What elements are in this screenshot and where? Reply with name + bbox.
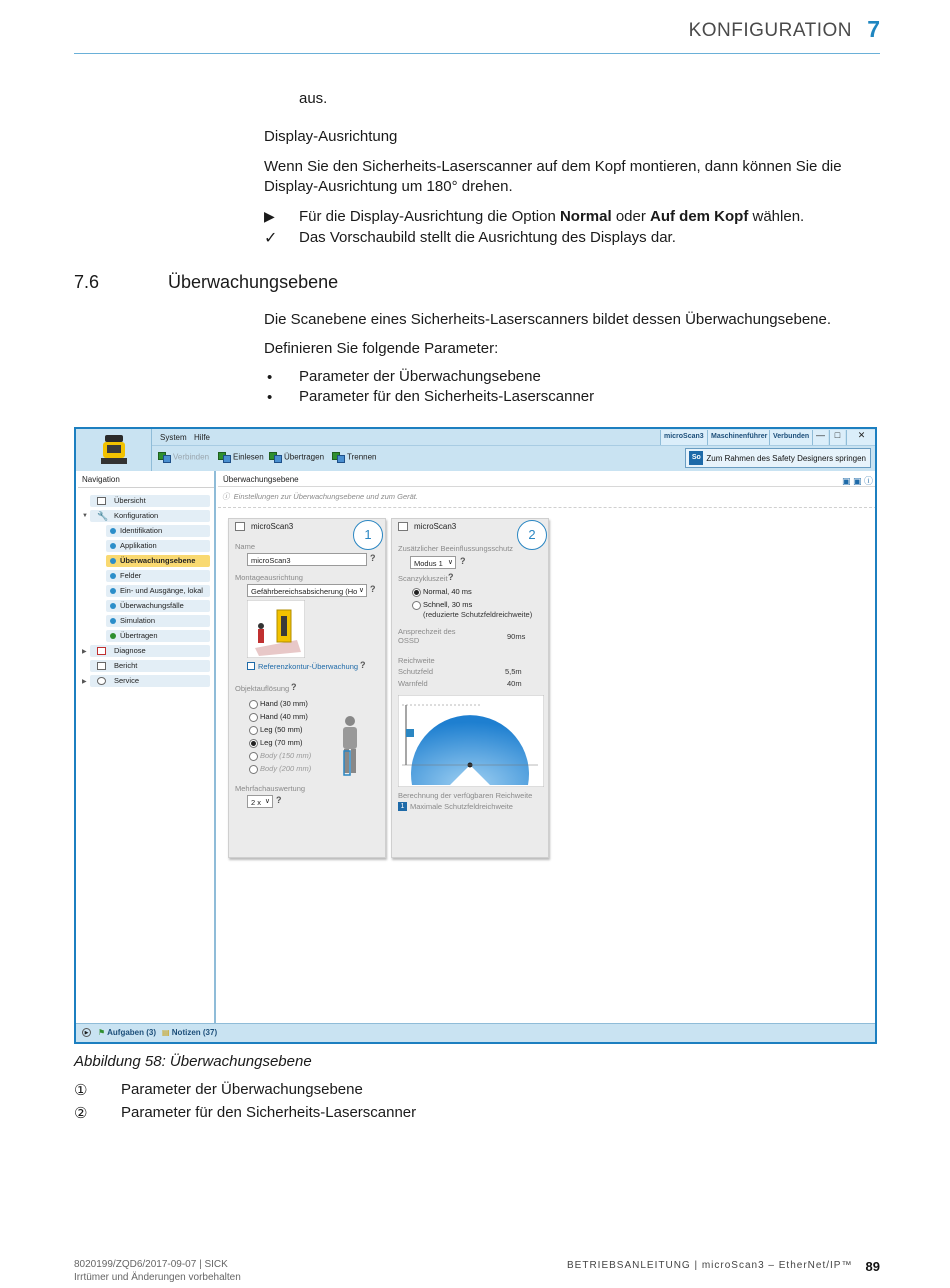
help-icon[interactable]: ? [460, 556, 466, 566]
connect-button[interactable] [158, 452, 209, 463]
scanner-device-icon [76, 429, 152, 471]
fast-note: (reduzierte Schutzfeldreichweite) [423, 610, 533, 619]
tasks-tab[interactable] [98, 1028, 156, 1037]
tasks-label: Aufgaben (3) [107, 1028, 156, 1037]
legend-text: Parameter für den Sicherheits-Laserscanner [121, 1104, 417, 1121]
content-divider [218, 486, 877, 487]
nav-label: Ein- und Ausgänge, lokal [120, 586, 203, 595]
nav-simulation[interactable] [106, 615, 210, 627]
report-icon [97, 662, 106, 670]
bullet-item: Parameter der Überwachungsebene [299, 368, 541, 385]
user-level-tab[interactable]: Maschinenführer [707, 430, 770, 445]
warning-field-label: Warnfeld [398, 679, 428, 688]
read-icon [218, 452, 231, 463]
bullet-dot: • [267, 369, 273, 386]
step-icon [110, 573, 116, 579]
nav-label: Übersicht [114, 496, 146, 505]
radio-leg-70[interactable]: Leg (70 mm) [249, 738, 303, 747]
figure-caption: Abbildung 58: Überwachungsebene [74, 1053, 312, 1070]
nav-label: Applikation [120, 541, 157, 550]
safety-designer-icon: So [689, 451, 703, 465]
nav-label: Felder [120, 571, 142, 580]
max-range-icon: 1 [398, 802, 407, 811]
panel-monitoring-plane [228, 518, 386, 858]
option-upside-down: Auf dem Kopf [650, 208, 749, 225]
paragraph: Definieren Sie folgende Parameter: [264, 340, 499, 357]
jump-to-safety-designer-button[interactable] [685, 448, 871, 468]
notes-label: Notizen (37) [171, 1028, 218, 1037]
protective-field-value: 5,5m [505, 667, 522, 676]
device-icon [398, 522, 408, 531]
content-info [222, 491, 418, 502]
note-icon: ▤ [162, 1028, 172, 1037]
radio-hand-40[interactable]: Hand (40 mm) [249, 712, 308, 721]
nav-label: Konfiguration [114, 511, 159, 520]
expand-icon[interactable]: ▶ [82, 1028, 91, 1037]
option-normal: Normal [559, 208, 612, 225]
nav-transfer[interactable] [106, 630, 210, 642]
nav-report[interactable] [90, 660, 210, 672]
nav-service[interactable] [90, 675, 210, 687]
step-text: Für die Display-Ausrichtung die Option [299, 208, 560, 225]
interference-select[interactable]: Modus 1 ∨ [410, 556, 456, 569]
running-header-chapter: 7 [867, 16, 880, 42]
transfer-icon [269, 452, 282, 463]
range-calc-label: Berechnung der verfügbaren Reichweite [398, 791, 533, 800]
connection-status-tab: Verbunden [769, 430, 812, 445]
callout-badge: 2 [517, 520, 547, 550]
help-icon[interactable]: ? [448, 572, 454, 582]
status-bar [76, 1023, 877, 1042]
subheading: Display-Ausrichtung [264, 128, 398, 145]
transfer-button[interactable] [269, 452, 324, 463]
help-icons[interactable]: ▣ ▣ ⓘ [841, 476, 873, 486]
close-icon[interactable]: ✕ [846, 430, 876, 445]
bullet-item: Parameter für den Sicherheits-Laserscanner [299, 388, 595, 405]
navigation-title: Navigation [82, 475, 120, 484]
step-icon [110, 528, 116, 534]
nav-label: Überwachungsfälle [120, 601, 184, 610]
info-text: Einstellungen zur Überwachungsebene und zum Gerät. [233, 492, 418, 501]
step-icon [110, 543, 116, 549]
overview-icon [97, 497, 106, 505]
nav-diagnosis[interactable] [90, 645, 210, 657]
expand-icon[interactable]: ▶ [82, 649, 87, 655]
step-icon [110, 558, 116, 564]
protective-field-label: Schutzfeld [398, 667, 434, 676]
scan-range-diagram [398, 695, 544, 787]
radio-fast-30ms[interactable]: Schnell, 30 ms [412, 600, 472, 609]
nav-overview[interactable] [90, 495, 210, 507]
nav-monitoring-cases[interactable] [106, 600, 210, 612]
nav-application[interactable] [106, 540, 210, 552]
legend-number: ① [74, 1082, 88, 1099]
footer-manual-title: BETRIEBSANLEITUNG | microScan3 – EtherNet/IP™ [567, 1260, 853, 1271]
menu-bar [152, 429, 877, 446]
ref-contour-checkbox[interactable] [247, 662, 255, 670]
resolution-label: Objektauflösung [235, 684, 290, 693]
help-icon[interactable]: ? [370, 553, 376, 563]
mount-label: Montageausrichtung [235, 573, 303, 582]
transfer-label: Übertragen [284, 452, 325, 462]
help-icon[interactable]: ? [291, 682, 297, 692]
result-text: Das Vorschaubild stellt die Ausrichtung des Displays dar. [299, 229, 676, 246]
device-icon [235, 522, 245, 531]
step-icon [110, 618, 116, 624]
response-time-value: 90ms [507, 632, 526, 641]
collapse-icon[interactable]: ▼ [82, 513, 88, 519]
instruction-step [299, 207, 804, 227]
paragraph: Wenn Sie den Sicherheits-Laserscanner auf dem Kopf montieren, dann können Sie die Display-Ausrichtung um 180° drehen. [264, 158, 842, 195]
menu-help[interactable]: Hilfe [194, 433, 211, 442]
flag-icon: ⚑ [98, 1028, 108, 1037]
bullet-dot: • [267, 389, 273, 406]
diagnosis-icon [97, 647, 106, 655]
name-input[interactable]: microScan3 [247, 553, 367, 566]
content-pane [218, 471, 877, 1023]
running-header-section: KONFIGURATION [688, 20, 852, 41]
nav-label: Überwachungsebene [120, 556, 196, 565]
nav-fields[interactable] [106, 570, 210, 582]
nav-label: Diagnose [114, 646, 146, 655]
step-icon [110, 603, 116, 609]
expand-icon[interactable]: ▶ [82, 679, 87, 685]
multi-eval-label: Mehrfachauswertung [235, 784, 306, 793]
cycle-time-label: Scanzykluszeit [398, 574, 448, 583]
multi-eval-select[interactable]: 2 x ∨ [247, 795, 273, 808]
nav-label: Simulation [120, 616, 156, 625]
nav-label: Übertragen [120, 631, 158, 640]
legend-number: ② [74, 1105, 88, 1122]
read-button[interactable] [218, 452, 264, 463]
footer-disclaimer: Irrtümer und Änderungen vorbehalten [74, 1272, 241, 1283]
paragraph: Die Scanebene eines Sicherheits-Laserscanners bildet dessen Überwachungsebene. [264, 311, 832, 328]
radio-leg-50[interactable]: Leg (50 mm) [249, 725, 303, 734]
radio-normal-40ms[interactable]: Normal, 40 ms [412, 587, 472, 596]
radio-body-200: Body (200 mm) [249, 764, 311, 773]
section-title: Überwachungsebene [168, 272, 339, 292]
help-icon[interactable]: ? [360, 660, 366, 670]
help-icon[interactable]: ? [370, 584, 376, 594]
step-text: oder [611, 208, 651, 225]
minimize-icon[interactable]: — [812, 430, 828, 445]
app-screenshot [74, 427, 877, 1044]
connect-label: Verbinden [173, 452, 210, 462]
range-label: Reichweite [398, 656, 435, 665]
header-divider [74, 53, 880, 54]
disconnect-label: Trennen [347, 452, 377, 462]
nav-monitoring-plane[interactable] [106, 555, 210, 567]
menu-system[interactable]: System [160, 433, 187, 442]
max-range-label: Maximale Schutzfeldreichweite [410, 802, 513, 811]
step-marker-icon: ▶ [264, 208, 275, 224]
step-icon [110, 588, 116, 594]
interference-label: Zusätzlicher Beeinflussungsschutz [398, 544, 514, 553]
help-icon[interactable]: ? [276, 795, 282, 805]
content-title: Überwachungsebene [223, 475, 299, 484]
section-number: 7.6 [74, 272, 100, 292]
gear-icon [97, 677, 106, 685]
mount-select[interactable]: Gefährbereichsabsicherung (Ho ∨ [247, 584, 367, 597]
radio-body-150: Body (150 mm) [249, 751, 311, 760]
disconnect-button[interactable] [332, 452, 377, 463]
mounting-preview-image [247, 600, 305, 658]
toolbar [152, 446, 877, 471]
info-icon: ⓘ [222, 492, 234, 501]
response-time-label: Ansprechzeit des OSSD [398, 627, 456, 645]
footer-doc-number: 8020199/ZQD6/2017-09-07 | SICK [74, 1259, 228, 1270]
connect-icon [158, 452, 171, 463]
panel-title: microScan3 [414, 522, 457, 531]
disconnect-icon [332, 452, 345, 463]
ref-contour-label[interactable]: Referenzkontur-Überwachung [258, 662, 359, 671]
warning-field-value: 40m [507, 679, 522, 688]
navigation-pane [76, 471, 216, 1023]
paragraph-continuation: aus. [299, 90, 328, 107]
nav-label: Bericht [114, 661, 138, 670]
person-figure-icon [337, 715, 363, 777]
transfer-step-icon [110, 633, 116, 639]
content-divider [218, 507, 877, 508]
device-tab[interactable]: microScan3 [660, 430, 707, 445]
page-number: 89 [865, 1259, 880, 1274]
jump-label: Zum Rahmen des Safety Designers springen [706, 454, 866, 463]
nav-label: Service [114, 676, 140, 685]
nav-identification[interactable] [106, 525, 210, 537]
panel-laser-scanner [391, 518, 549, 858]
wrench-icon: 🔧 [97, 511, 109, 521]
radio-hand-30[interactable]: Hand (30 mm) [249, 699, 308, 708]
notes-tab[interactable] [162, 1028, 217, 1037]
step-text: wählen. [748, 208, 805, 225]
maximize-icon[interactable]: □ [829, 430, 845, 445]
callout-badge: 1 [353, 520, 383, 550]
checkmark-icon: ✓ [264, 230, 278, 247]
name-label: Name [235, 542, 256, 551]
legend-text: Parameter der Überwachungsebene [121, 1081, 363, 1098]
read-label: Einlesen [233, 452, 264, 462]
nav-inputs-outputs[interactable] [106, 585, 210, 597]
nav-divider [78, 487, 214, 488]
nav-configuration[interactable] [90, 510, 210, 522]
panel-title: microScan3 [251, 522, 294, 531]
nav-label: Identifikation [120, 526, 163, 535]
device-logo [76, 429, 152, 471]
